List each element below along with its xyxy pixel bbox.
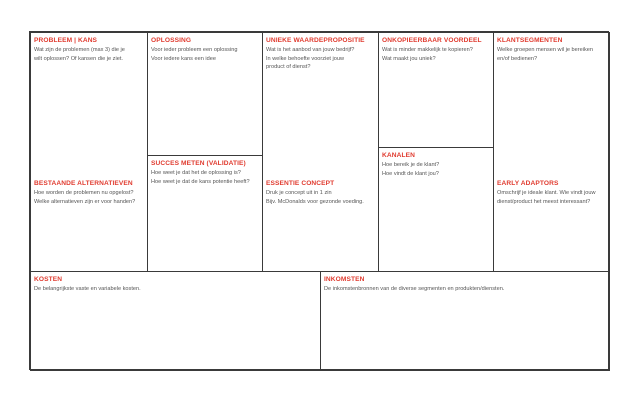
unieke-title: UNIEKE WAARDEPROPOSITIE xyxy=(266,37,365,44)
bestaande-section xyxy=(34,179,144,206)
probleem-title: PROBLEEM | KANS xyxy=(34,37,98,44)
lean-canvas xyxy=(29,31,609,370)
cell-succes xyxy=(147,155,263,272)
cell-kanalen xyxy=(378,147,494,272)
klantsegmenten-text-1: Welke groepen mensen wil je bereiken xyxy=(497,47,593,53)
cell-oplossing xyxy=(147,32,263,156)
cell-probleem xyxy=(30,32,148,272)
onkopieerbaar-text-2: Wat maakt jou uniek? xyxy=(382,55,436,62)
inkomsten-title: INKOMSTEN xyxy=(324,276,365,283)
kanalen-text-1: Hoe bereik je de klant? xyxy=(382,162,440,168)
succes-text-1: Hoe weet je dat het de oplossing is? xyxy=(151,170,241,176)
onkopieerbaar-title: ONKOPIEERBAAR VOORDEEL xyxy=(382,37,482,44)
essentie-text-2: Bijv. McDonalds voor gezonde voeding. xyxy=(266,198,364,205)
essentie-title: ESSENTIE CONCEPT xyxy=(266,180,335,187)
unieke-text-3: product of dienst? xyxy=(266,64,311,71)
cell-onkopieerbaar xyxy=(378,32,494,148)
essentie-text-1: Druk je concept uit in 1 zin xyxy=(266,190,332,196)
succes-text-2: Hoe weet je dat de kans potentie heeft? xyxy=(151,178,250,185)
essentie-section xyxy=(266,179,375,206)
unieke-text-2: In welke behoefte voorziet jouw xyxy=(266,55,345,62)
kanalen-title: KANALEN xyxy=(382,152,415,159)
oplossing-text-2: Voor iedere kans een idee xyxy=(151,55,216,62)
kanalen-text-2: Hoe vindt de klant jou? xyxy=(382,170,439,177)
bestaande-text-2: Welke alternatieven zijn er voor handen? xyxy=(34,198,136,205)
kosten-title: KOSTEN xyxy=(34,276,63,283)
unieke-text-1: Wat is het aanbod van jouw bedrijf? xyxy=(266,47,355,53)
kosten-text-1: De belangrijkste vaste en variabele kosten. xyxy=(34,286,141,292)
cell-unieke xyxy=(262,32,379,272)
early-text-1: Omschrijf je ideale klant. Wie vindt jouw xyxy=(497,190,596,196)
early-title: EARLY ADAPTORS xyxy=(497,180,559,187)
klantsegmenten-text-2: en/of bedienen? xyxy=(497,55,538,62)
inkomsten-text-1: De inkomstenbronnen van de diverse segmenten en produkten/diensten. xyxy=(324,286,505,292)
oplossing-text-1: Voor ieder probleem een oplossing xyxy=(151,47,238,53)
cell-klantsegmenten xyxy=(493,32,610,272)
probleem-text-1: Wat zijn de problemen (max 3) die je xyxy=(34,47,125,53)
klantsegmenten-title: KLANTSEGMENTEN xyxy=(497,37,563,44)
oplossing-title: OPLOSSING xyxy=(151,37,192,44)
succes-title: SUCCES METEN (VALIDATIE) xyxy=(151,160,246,167)
onkopieerbaar-text-1: Wat is minder makkelijk te kopieren? xyxy=(382,47,473,53)
probleem-text-2: wilt oplossen? Of kansen die je ziet. xyxy=(34,55,123,62)
early-text-2: dienst/product het meest interessant? xyxy=(497,198,591,205)
early-section xyxy=(497,179,606,206)
cell-kosten xyxy=(30,271,321,371)
cell-inkomsten xyxy=(320,271,610,371)
bestaande-text-1: Hoe worden de problemen nu opgelost? xyxy=(34,190,134,196)
bestaande-title: BESTAANDE ALTERNATIEVEN xyxy=(34,180,133,187)
